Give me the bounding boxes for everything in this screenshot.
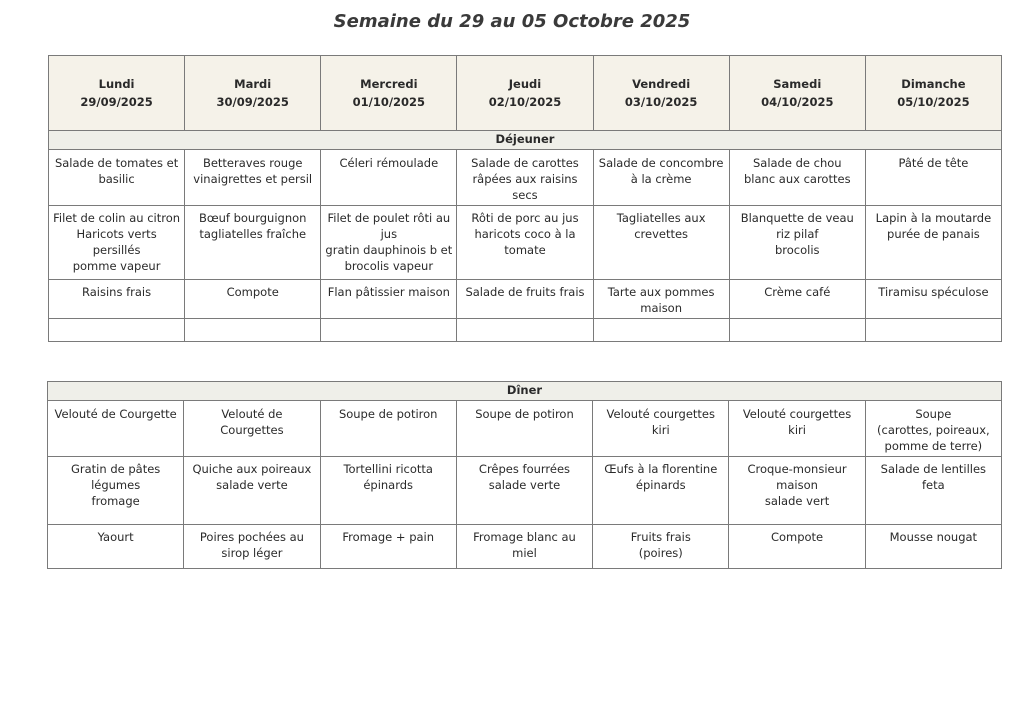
day-name: Vendredi [632, 77, 691, 91]
dinner-dish-cell [729, 401, 865, 457]
dinner-dish: Poires pochées au sirop léger [199, 530, 304, 560]
lunch-dish-cell [865, 319, 1001, 342]
day-name: Lundi [98, 77, 135, 91]
lunch-dish-cell [457, 280, 593, 319]
lunch-dish: Compote [226, 285, 279, 299]
lunch-section-label: Déjeuner [49, 131, 1002, 150]
lunch-table [48, 55, 1002, 342]
lunch-dish: Crème café [764, 285, 831, 299]
day-date: 03/10/2025 [624, 95, 698, 109]
dinner-dish: Quiche aux poireaux salade verte [192, 462, 312, 492]
day-date: 02/10/2025 [488, 95, 562, 109]
lunch-dish: Salade de tomates et basilic [54, 156, 179, 186]
dinner-dish-cell [865, 457, 1001, 525]
dinner-dish: Fruits frais (poires) [630, 530, 691, 560]
lunch-dish-cell [865, 150, 1001, 206]
lunch-dish-cell [729, 319, 865, 342]
lunch-dish-cell [185, 319, 321, 342]
day-name: Mercredi [360, 77, 418, 91]
lunch-dish-cell [49, 280, 185, 319]
lunch-dish-cell [729, 280, 865, 319]
dinner-dish: Mousse nougat [889, 530, 978, 544]
lunch-dish-cell [865, 280, 1001, 319]
dinner-dish-cell [456, 457, 592, 525]
lunch-dish: Raisins frais [82, 285, 152, 299]
day-date: 04/10/2025 [761, 95, 834, 109]
dinner-table [47, 381, 1002, 569]
day-name: Mardi [234, 77, 272, 91]
lunch-dish: Filet de poulet rôti au jus gratin dauphinois b et brocolis vapeur [325, 211, 453, 273]
lunch-dish-cell [729, 150, 865, 206]
lunch-dish-cell [321, 206, 457, 280]
lunch-dish: Lapin à la moutarde purée de panais [875, 211, 992, 241]
dinner-dish-cell [593, 401, 729, 457]
day-date: 05/10/2025 [897, 95, 970, 109]
dinner-dish-cell [456, 525, 592, 569]
dinner-dish: Salade de lentilles feta [880, 462, 987, 492]
dinner-dish-cell [320, 525, 456, 569]
lunch-dish-cell [185, 150, 321, 206]
dinner-dish-cell [729, 525, 865, 569]
dinner-dish-cell [48, 401, 184, 457]
dinner-dish: Velouté courgettes kiri [606, 407, 715, 437]
dinner-dish-cell [865, 525, 1001, 569]
day-header-cell [865, 56, 1001, 131]
page-title: Semaine du 29 au 05 Octobre 2025 [333, 11, 691, 32]
lunch-dish: Filet de colin au citron Haricots verts persillés pomme vapeur [53, 211, 181, 273]
day-date: 29/09/2025 [80, 95, 153, 109]
lunch-dish: Céleri rémoulade [339, 156, 439, 170]
dinner-dish-cell [184, 457, 320, 525]
dinner-dish: Soupe de potiron [338, 407, 438, 421]
lunch-dish: Tagliatelles aux crevettes [616, 211, 706, 241]
lunch-dish-cell [729, 206, 865, 280]
dinner-dish-cell [593, 525, 729, 569]
dinner-course-row [48, 401, 1002, 457]
lunch-dish: Pâté de tête [898, 156, 969, 170]
dinner-dish: Soupe (carottes, poireaux, pomme de terre) [877, 407, 990, 453]
dinner-dish: Velouté de Courgettes [220, 407, 284, 437]
dinner-dish: Crêpes fourrées salade verte [478, 462, 571, 492]
dinner-dish-cell [729, 457, 865, 525]
lunch-dish: Tiramisu spéculose [878, 285, 989, 299]
lunch-dish: Blanquette de veau riz pilaf brocolis [740, 211, 854, 257]
lunch-dish: Rôti de porc au jus haricots coco à la tomate [471, 211, 579, 257]
dinner-dish-cell [865, 401, 1001, 457]
dinner-dish: Soupe de potiron [475, 407, 574, 421]
lunch-dish-cell [865, 206, 1001, 280]
dinner-dish: Compote [770, 530, 824, 544]
lunch-dish: Bœuf bourguignon tagliatelles fraîche [198, 211, 307, 241]
dinner-dish: Croque-monsieur maison salade vert [747, 462, 847, 508]
dinner-section-label-row [48, 382, 1002, 401]
lunch-course-row [49, 319, 1002, 342]
day-header-cell [321, 56, 457, 131]
lunch-dish-cell [185, 280, 321, 319]
day-header-row [49, 56, 1002, 131]
lunch-dish: Tarte aux pommes maison [607, 285, 715, 315]
dinner-course-row [48, 525, 1002, 569]
lunch-dish-cell [457, 319, 593, 342]
lunch-dish-cell [321, 150, 457, 206]
dinner-dish: Velouté de Courgette [54, 407, 177, 421]
dinner-dish-cell [184, 525, 320, 569]
lunch-dish-cell [49, 319, 185, 342]
dinner-course-row [48, 457, 1002, 525]
day-date: 30/09/2025 [216, 95, 289, 109]
lunch-dish-cell [593, 206, 729, 280]
dinner-dish-cell [456, 401, 592, 457]
lunch-dish: Salade de concombre à la crème [598, 156, 724, 186]
lunch-dish-cell [49, 206, 185, 280]
dinner-dish: Fromage + pain [342, 530, 435, 544]
lunch-course-row [49, 150, 1002, 206]
day-header-cell [185, 56, 321, 131]
lunch-course-row [49, 280, 1002, 319]
lunch-dish-cell [321, 319, 457, 342]
lunch-dish-cell [593, 150, 729, 206]
day-header-cell [729, 56, 865, 131]
dinner-dish-cell [593, 457, 729, 525]
day-header-cell [593, 56, 729, 131]
day-name: Samedi [773, 77, 822, 91]
lunch-dish-cell [457, 150, 593, 206]
dinner-dish-cell [48, 457, 184, 525]
lunch-dish: Salade de chou blanc aux carottes [743, 156, 851, 186]
lunch-dish: Salade de carottes râpées aux raisins secs [471, 156, 579, 202]
lunch-dish: Salade de fruits frais [465, 285, 585, 299]
dinner-dish: Œufs à la florentine épinards [604, 462, 718, 492]
dinner-dish-cell [184, 401, 320, 457]
lunch-dish: Betteraves rouge vinaigrettes et persil [193, 156, 313, 186]
dinner-dish-cell [320, 401, 456, 457]
dinner-dish: Gratin de pâtes légumes fromage [70, 462, 161, 508]
dinner-section-label: Dîner [48, 382, 1002, 401]
lunch-section-label-row [49, 131, 1002, 150]
dinner-dish-cell [320, 457, 456, 525]
day-name: Dimanche [901, 77, 966, 91]
lunch-dish-cell [185, 206, 321, 280]
lunch-dish-cell [457, 206, 593, 280]
dinner-dish: Yaourt [97, 530, 134, 544]
lunch-dish-cell [49, 150, 185, 206]
dinner-dish: Tortellini ricotta épinards [343, 462, 433, 492]
day-header-cell [49, 56, 185, 131]
dinner-dish-cell [48, 525, 184, 569]
lunch-course-row [49, 206, 1002, 280]
lunch-dish: Flan pâtissier maison [327, 285, 450, 299]
day-date: 01/10/2025 [352, 95, 426, 109]
day-header-cell [457, 56, 593, 131]
lunch-dish-cell [321, 280, 457, 319]
dinner-dish: Velouté courgettes kiri [742, 407, 852, 437]
lunch-dish-cell [593, 280, 729, 319]
lunch-dish-cell [593, 319, 729, 342]
day-name: Jeudi [508, 77, 542, 91]
dinner-dish: Fromage blanc au miel [473, 530, 576, 560]
